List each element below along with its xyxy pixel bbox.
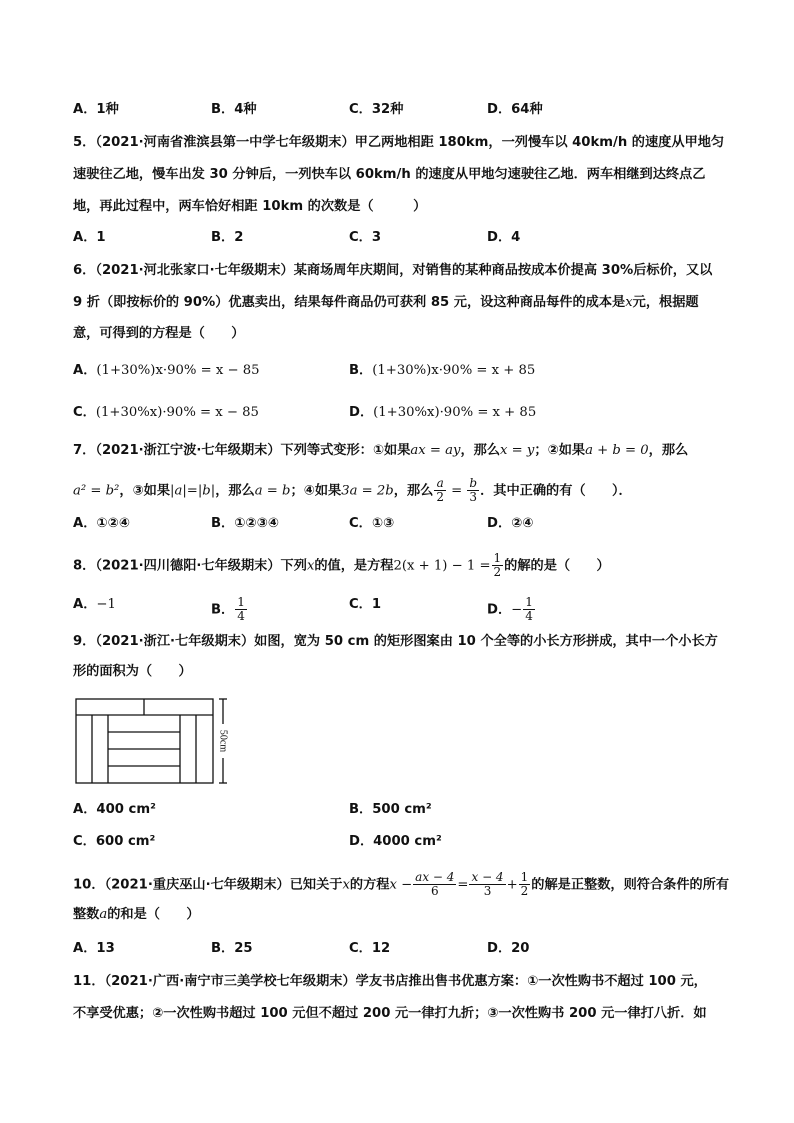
q7-line-1 [73, 442, 688, 460]
q6-line-2 [73, 294, 699, 312]
q8-option-a-value: −1 [96, 597, 116, 612]
q10-f2-den: 3 [483, 884, 492, 898]
q10-fraction-1 [413, 871, 456, 898]
q8-option-a-label: A． [73, 597, 97, 612]
q7-math-3: a + b = 0 [585, 443, 649, 458]
q8-option-c: C．1 [349, 597, 382, 612]
q5-option-b: B．2 [211, 230, 244, 245]
q7-line-2 [73, 477, 632, 504]
q7-fraction-a-over-2 [434, 477, 446, 504]
q4-option-a: A．1种 [73, 102, 119, 117]
q8-option-b-label: B． [211, 602, 235, 618]
q6-var-x: x [625, 295, 633, 310]
q6-option-c-label: C． [73, 405, 96, 420]
q10-text-2: 的方程 [349, 877, 390, 893]
q6-option-a [73, 362, 259, 380]
q8-option-d [487, 596, 536, 623]
q6-option-a-expr: (1+30%)x·90% = x − 85 [96, 363, 260, 378]
q6-line-2-text: 9 折（即按标价的 90%）优惠卖出，结果每件商品仍可获利 85 元，设这种商品每件的成本是 [73, 295, 626, 310]
q7-text-4: ，那么 [648, 443, 689, 458]
q9-option-c: C．600 cm² [73, 834, 156, 849]
q8-option-b-fraction [235, 596, 247, 623]
q4-option-b: B．4种 [211, 102, 257, 117]
q4-option-d: D．64种 [487, 102, 543, 117]
q6-option-d-label: D． [349, 405, 374, 420]
q7-equals: = [446, 483, 467, 499]
q7-text-5: ，③如果 [119, 483, 171, 499]
q7-text-2: ，那么 [460, 443, 501, 458]
q6-option-b-label: B． [349, 363, 373, 378]
q6-option-d [349, 404, 536, 422]
q8-line [73, 552, 610, 579]
q8-frac-den: 2 [493, 565, 502, 579]
q6-option-b-expr: (1+30%)x·90% = x + 85 [372, 363, 536, 378]
q7-frac-a-den: 2 [436, 490, 444, 504]
q10-plus: + [506, 877, 518, 893]
q10-option-a: A．13 [73, 941, 115, 956]
q10-var-a: a [99, 907, 108, 922]
q7-text-6: ，那么 [215, 483, 255, 499]
q7-text-3: ；②如果 [534, 443, 586, 458]
q10-f2-num: x − 4 [471, 870, 504, 884]
q5-option-a: A．1 [73, 230, 106, 245]
q10-f3-den: 2 [520, 884, 529, 898]
q10-var-x: x [342, 877, 350, 893]
q8-option-d-fraction [523, 596, 535, 623]
q7-math-4: a² = b² [73, 483, 120, 499]
q7-option-a: A．①②④ [73, 516, 130, 531]
q7-option-b: B．①②③④ [211, 516, 279, 531]
q7-option-d: D．②④ [487, 516, 534, 531]
q8-text-1: 8．（2021·四川德阳·七年级期末）下列 [73, 558, 307, 574]
rectangle-figure [75, 698, 245, 786]
q8-option-d-sign: − [511, 602, 523, 618]
q11-line-1: 11．（2021·广西·南宁市三美学校七年级期末）学友书店推出售书优惠方案：①一次性购书不超过 100 元， [73, 974, 707, 989]
q6-option-c [73, 404, 259, 422]
q10-option-c: C．12 [349, 941, 391, 956]
q7-text-7: ；④如果 [290, 483, 342, 499]
q10-option-b: B．25 [211, 941, 253, 956]
q7-math-2: x = y [500, 443, 535, 458]
q5-line-1: 5．（2021·河南省淮滨县第一中学七年级期末）甲乙两地相距 180km，一列慢车以 40km/h 的速度从甲地匀 [73, 135, 725, 150]
q6-line-1: 6．（2021·河北张家口·七年级期末）某商场周年庆期间，对销售的某种商品按成本价提高 30%后标价，又以 [73, 263, 713, 278]
q10-fraction-2 [469, 871, 505, 898]
q9-line-1: 9．（2021·浙江·七年级期末）如图，宽为 50 cm 的矩形图案由 10 个全等的小长方形拼成，其中一个小长方 [73, 634, 718, 649]
q6-option-b [349, 362, 535, 380]
q5-line-2: 速驶往乙地，慢车出发 30 分钟后，一列快车以 60km/h 的速度从甲地匀速驶往乙地．两车相继到达终点乙 [73, 167, 706, 182]
q8-var-x: x [306, 558, 315, 574]
q10-f3-num: 1 [520, 870, 529, 884]
q6-line-2-tail: 元，根据题 [632, 295, 699, 310]
q7-text-8: ，那么 [393, 483, 434, 499]
q10-f1-num: ax − 4 [415, 870, 455, 884]
q10-text-3: 的解是正整数，则符合条件的所有 [531, 877, 730, 893]
q10-option-d: D．20 [487, 941, 530, 956]
q7-math-6: a = b [254, 483, 291, 499]
q7-frac-b-num: b [469, 476, 478, 490]
q10-text-1: 10．（2021·重庆巫山·七年级期末）已知关于 [73, 877, 343, 893]
q8-equation: 2(x + 1) − 1 = [393, 558, 491, 574]
q7-math-5: |a|=|b| [170, 483, 216, 499]
q5-line-3: 地，再此过程中，两车恰好相距 10km 的次数是（ ） [73, 199, 427, 214]
q9-line-2: 形的面积为（ ） [73, 664, 192, 679]
q9-option-d: D．4000 cm² [349, 834, 442, 849]
q7-math-1: ax = ay [410, 443, 461, 458]
q6-option-a-label: A． [73, 363, 97, 378]
q11-line-2: 不享受优惠；②一次性购书超过 100 元但不超过 200 元一律打九折；③一次性购书 200 元一律打八折．如 [73, 1006, 707, 1021]
q10-text-5: 的和是（ ） [107, 907, 200, 922]
q10-eq-x: x − [389, 877, 413, 893]
q10-equals: = [457, 877, 469, 893]
q8-b-den: 4 [237, 609, 245, 623]
q8-b-num: 1 [237, 595, 245, 609]
q8-option-d-label: D． [487, 602, 512, 618]
q8-fraction-half [492, 552, 504, 579]
q8-text-2: 的值，是方程 [314, 558, 394, 574]
q7-math-7: 3a = 2b [341, 483, 394, 499]
q6-option-c-expr: (1+30%x)·90% = x − 85 [95, 405, 259, 420]
q6-option-d-expr: (1+30%x)·90% = x + 85 [373, 405, 537, 420]
q8-text-3: 的解的是（ ） [504, 558, 610, 574]
q7-option-c: C．①③ [349, 516, 395, 531]
dimension-label: 50cm [217, 729, 229, 753]
q10-line-1 [73, 871, 729, 898]
q7-frac-b-den: 3 [469, 490, 478, 504]
q9-option-b: B．500 cm² [349, 802, 432, 817]
q7-text-9: ．其中正确的有（ ）． [480, 483, 632, 499]
q7-text-1: 7．（2021·浙江宁波·七年级期末）下列等式变形：①如果 [73, 443, 411, 458]
q6-line-3: 意，可得到的方程是（ ） [73, 326, 245, 341]
q10-fraction-3 [519, 871, 531, 898]
q10-text-4: 整数 [73, 907, 100, 922]
q4-option-c: C．32种 [349, 102, 404, 117]
q10-f1-den: 6 [430, 884, 439, 898]
q8-option-b [211, 596, 248, 623]
q8-d-num: 1 [525, 595, 533, 609]
q5-option-d: D．4 [487, 230, 521, 245]
q7-fraction-b-over-3 [467, 477, 479, 504]
q10-line-2 [73, 906, 200, 924]
q9-option-a: A．400 cm² [73, 802, 156, 817]
q8-option-a [73, 596, 116, 614]
q8-d-den: 4 [525, 609, 533, 623]
q8-frac-num: 1 [493, 551, 502, 565]
q5-option-c: C．3 [349, 230, 382, 245]
q7-frac-a-num: a [434, 477, 446, 491]
